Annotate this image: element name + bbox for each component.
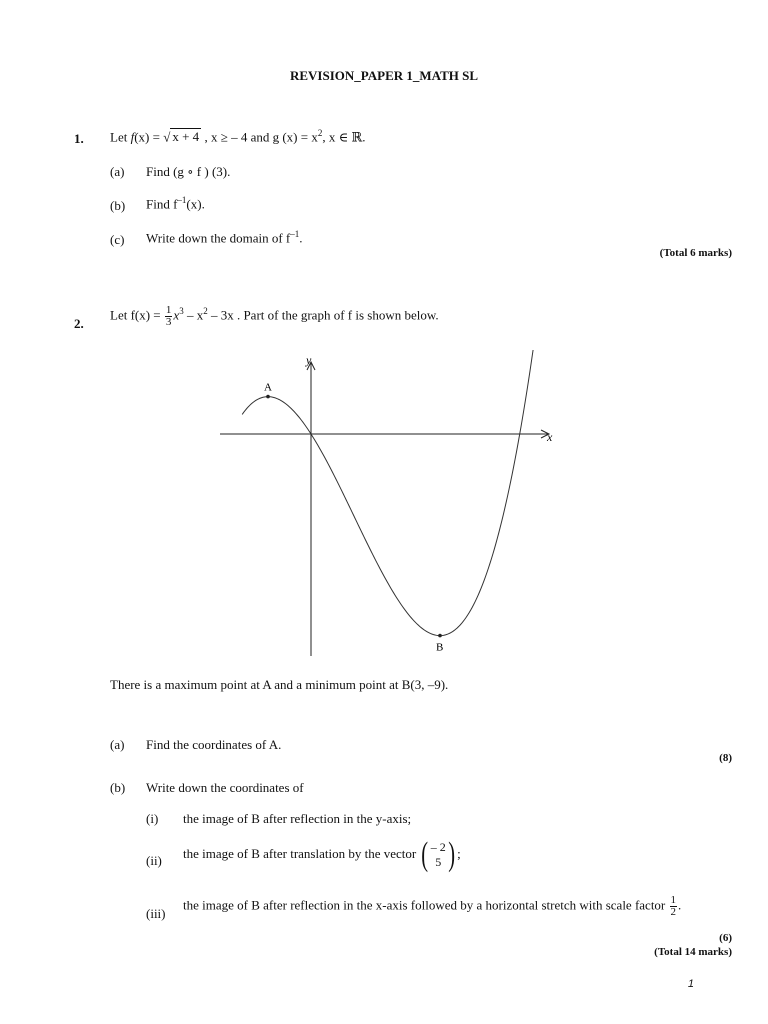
q1-stem-a: (x) = [134, 129, 160, 145]
q2-fraction [165, 305, 173, 328]
q2-total-marks: (Total 14 marks) [654, 946, 732, 958]
q2-stem-b: – x [183, 307, 204, 323]
point-a-marker [266, 395, 270, 399]
stretch-frac-den: 2 [670, 906, 677, 918]
q2-part-b-text: Write down the coordinates of [146, 780, 304, 795]
q1-part-b-text [146, 195, 205, 212]
page-title: REVISION_PAPER 1_MATH SL [289, 68, 479, 83]
question-2-stem [110, 305, 439, 328]
q2-x: x [173, 307, 180, 323]
q1-part-c-text [146, 229, 303, 246]
q2-frac-den: 3 [165, 316, 172, 328]
q1-part-c-post: . [299, 230, 303, 246]
q1-part-c-sup: –1 [290, 229, 300, 239]
q1-stem-prefix: Let [110, 129, 128, 145]
q2-stem-c: – 3x . Part of the graph of f is shown below. [207, 307, 439, 323]
q2-subpart-ii-tail: ; [457, 845, 461, 861]
q2-subpart-ii-label: (ii) [146, 853, 162, 868]
question-1-number: 1. [74, 131, 84, 146]
q2-subpart-i-text: the image of B after reflection in the y-axis; [183, 811, 412, 826]
q1-part-b-post: (x). [186, 196, 205, 212]
q2-subpart-iii-tail: . [678, 897, 682, 913]
q1-part-b-sup: –1 [177, 195, 187, 205]
q1-part-c-pre: Write down the domain of f [146, 230, 291, 246]
point-b-marker [438, 634, 442, 638]
q2-exp3: 3 [179, 306, 184, 317]
vector-top: – 2 [430, 840, 446, 854]
q1-stem-b: , x ≥ – 4 and g (x) = x [204, 129, 318, 145]
function-curve [242, 350, 539, 636]
q1-part-b-pre: Find f [146, 196, 178, 212]
q2-subpart-iii-label: (iii) [146, 906, 166, 921]
cubic-graph [210, 350, 570, 665]
vector-bottom: 5 [435, 855, 442, 869]
q2-part-b-label: (b) [110, 780, 126, 795]
translation-vector: ( – 2 5 ) [421, 836, 455, 873]
q2-part-b-marks: (6) [719, 932, 732, 944]
q2-stem-pre: Let f(x) = [110, 307, 161, 323]
q2-subpart-ii-body: the image of B after translation by the vector [183, 845, 417, 861]
q2-stretch-fraction [670, 895, 678, 918]
q1-f-symbol: f [130, 129, 135, 145]
q1-sqrt-content: x + 4 [172, 129, 200, 145]
q1-exp2: 2 [317, 128, 323, 138]
q1-stem-c: , x ∈ ℝ. [322, 129, 366, 145]
question-2-number: 2. [74, 316, 84, 331]
x-axis-label: x [547, 430, 553, 444]
page-number: 1 [687, 978, 694, 990]
q2-part-a-text: Find the coordinates of A. [146, 737, 282, 752]
question-1-stem: Let f(x) = √ x + 4 , x ≥ – 4 and g $(x) = x^2$, x ∈ ℝ. [110, 128, 366, 145]
q2-part-a-marks: (8) [719, 752, 732, 764]
q2-part-a-label: (a) [110, 737, 125, 752]
q2-frac-num: 1 [165, 304, 172, 316]
q2-info: There is a maximum point at A and a minimum point at B(3, –9). [110, 677, 449, 692]
q2-subpart-iii-body: the image of B after reflection in the x-axis followed by a horizontal stretch with scale factor [183, 897, 666, 913]
q1-total-marks: (Total 6 marks) [659, 247, 732, 259]
point-b-label: B [436, 641, 444, 654]
stretch-frac-num: 1 [670, 894, 677, 906]
q2-subpart-i-label: (i) [146, 811, 159, 826]
q1-part-a-label: (a) [110, 164, 125, 179]
q2-exp2: 2 [203, 306, 208, 317]
q1-part-b-label: (b) [110, 198, 126, 213]
y-axis-label: y [306, 353, 312, 367]
point-a-label: A [264, 381, 272, 394]
q1-part-a-text: Find (g ∘ f ) (3). [146, 164, 231, 179]
q1-part-c-label: (c) [110, 232, 125, 247]
q2-subpart-iii-text [183, 895, 681, 918]
q2-subpart-ii-text [183, 838, 461, 872]
